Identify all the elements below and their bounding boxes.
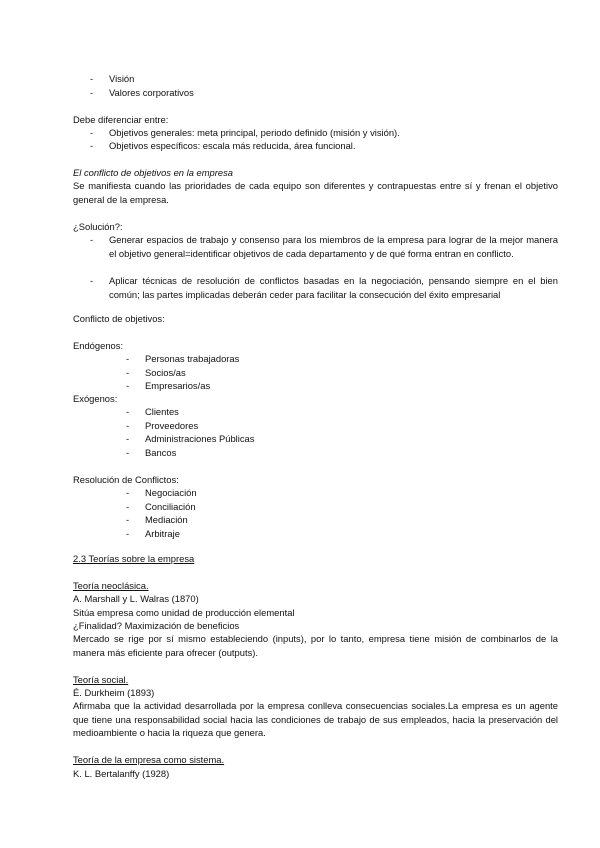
- bullet: -: [126, 367, 130, 378]
- bullet: -: [90, 140, 94, 151]
- bullet: -: [126, 406, 130, 417]
- differentiate-heading: Debe diferenciar entre:: [73, 114, 169, 125]
- endogenous-item: Empresarios/as: [145, 380, 211, 391]
- bullet: -: [126, 433, 130, 444]
- social-title: Teoría social.: [73, 674, 129, 685]
- bullet: -: [90, 275, 94, 286]
- neoclassical-title: Teoría neoclásica.: [73, 580, 149, 591]
- social-author: É. Durkheim (1893): [73, 687, 155, 698]
- system-title: Teoría de la empresa como sistema.: [73, 754, 225, 765]
- objective-conflict-heading: Conflicto de objetivos:: [73, 313, 165, 324]
- social-paragraph: Afirmaba que la actividad desarrollada por la empresa conlleva consecuencias sociales.La empresa es un agente que tiene una responsabilidad social hacia las condiciones de trabajo de sus empleados, hacia la preservación del medioambiente o hacia la riqueza que genera.: [73, 700, 558, 738]
- endogenous-item: Socios/as: [145, 367, 186, 378]
- bullet: -: [90, 73, 94, 84]
- exogenous-item: Clientes: [145, 406, 179, 417]
- resolution-heading: Resolución de Conflictos:: [73, 474, 179, 485]
- specific-objectives-item: Objetivos específicos: escala más reducida, área funcional.: [109, 140, 356, 151]
- neoclassical-paragraph: Mercado se rige por sí mismo estableciendo (inputs), por lo tanto, empresa tiene misión de combinarlos de la manera más eficiente para ofrecer (outputs).: [73, 633, 558, 658]
- resolution-item: Conciliación: [145, 501, 196, 512]
- bullet: -: [126, 487, 130, 498]
- exogenous-label: Exógenos:: [73, 393, 118, 404]
- neoclassical-line: Sitúa empresa como unidad de producción elemental: [73, 607, 295, 618]
- bullet: -: [126, 501, 130, 512]
- conflict-heading: El conflicto de objetivos en la empresa: [73, 167, 233, 178]
- bullet: -: [90, 234, 94, 245]
- solution-item: Generar espacios de trabajo y consenso para los miembros de la empresa para lograr de la mejor manera el objetivo general=identificar objetivos de cada departamento y de qué forma entran en conflicto.: [109, 234, 558, 259]
- bullet: -: [126, 380, 130, 391]
- list-item-values: Valores corporativos: [109, 87, 194, 98]
- bullet: -: [126, 528, 130, 539]
- solution-heading: ¿Solución?:: [73, 221, 123, 232]
- system-author: K. L. Bertalanffy (1928): [73, 768, 170, 779]
- endogenous-item: Personas trabajadoras: [145, 353, 240, 364]
- general-objectives-item: Objetivos generales: meta principal, periodo definido (misión y visión).: [109, 127, 400, 138]
- exogenous-item: Proveedores: [145, 420, 199, 431]
- list-item-vision: Visión: [109, 73, 135, 84]
- bullet: -: [126, 420, 130, 431]
- solution-item: Aplicar técnicas de resolución de conflictos basadas en la negociación, pensando siempre en el bien común; las partes implicadas deberán ceder para facilitar la consecución del éxito empresarial: [109, 275, 558, 300]
- exogenous-item: Administraciones Públicas: [145, 433, 255, 444]
- resolution-item: Arbitraje: [145, 528, 180, 539]
- neoclassical-line: ¿Finalidad? Maximización de beneficios: [73, 620, 240, 631]
- bullet: -: [126, 514, 130, 525]
- resolution-item: Negociación: [145, 487, 197, 498]
- bullet: -: [126, 353, 130, 364]
- neoclassical-authors: A. Marshall y L. Walras (1870): [73, 593, 199, 604]
- bullet: -: [126, 447, 130, 458]
- bullet: -: [90, 127, 94, 138]
- bullet: -: [90, 87, 94, 98]
- section-title: 2.3 Teorías sobre la empresa: [73, 553, 195, 564]
- endogenous-label: Endógenos:: [73, 340, 124, 351]
- exogenous-item: Bancos: [145, 447, 177, 458]
- resolution-item: Mediación: [145, 514, 188, 525]
- conflict-paragraph: Se manifiesta cuando las prioridades de cada equipo son diferentes y contrapuestas entre sí y frenan el objetivo general de la empresa.: [73, 180, 558, 205]
